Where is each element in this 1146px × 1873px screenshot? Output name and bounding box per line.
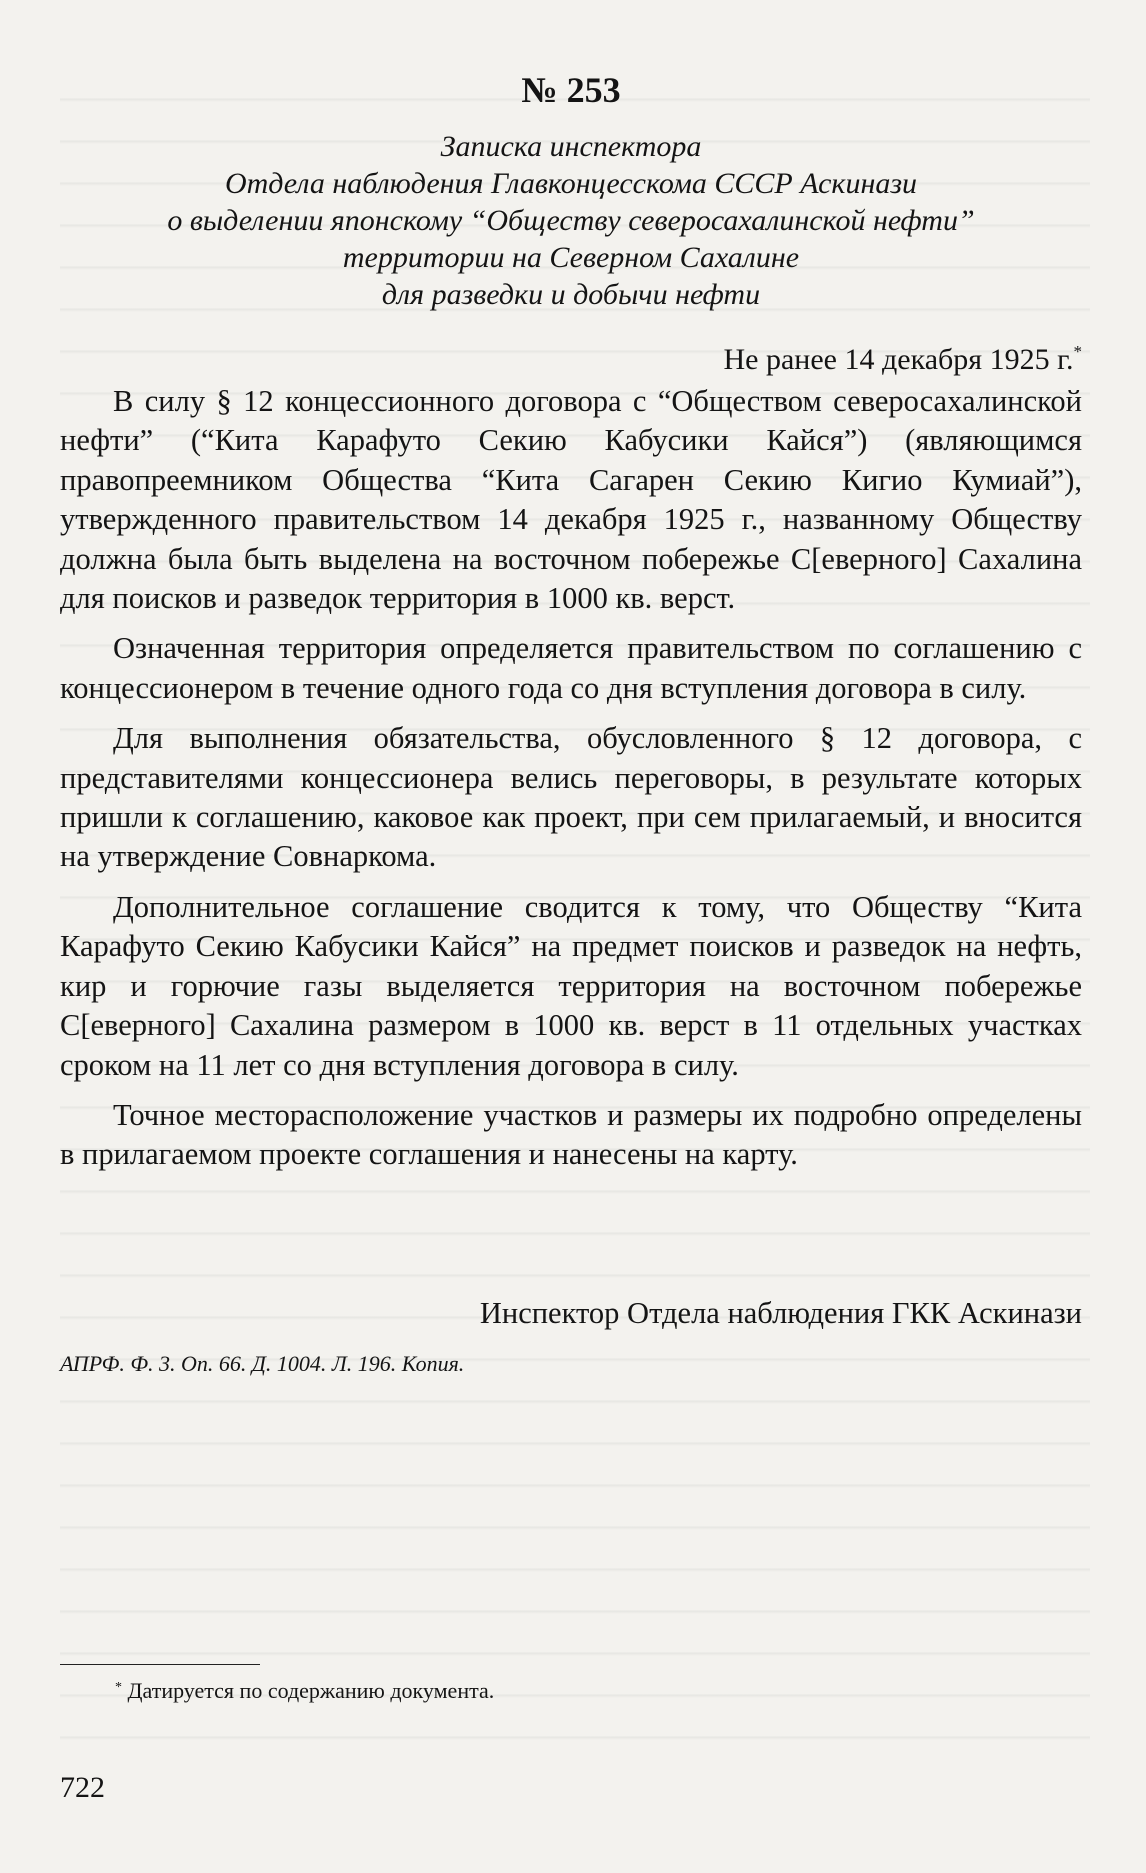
body-paragraph: В силу § 12 концессионного договора с “Обществом северосахалинской нефти” (“Кита Карафуто Секию Кабусики Кайся”) (являющимся правопреемником Общества “Кита Сагарен Секию Кигио Кумиай”), утвержденного правительством 14 декабря 1925 г., названному Обществу должна была быть выделена на восточном побережье С[еверного] Сахалина для поисков и разведок территория в 1000 кв. верст. bbox=[60, 384, 1082, 616]
body-paragraph: Точное месторасположение участков и размеры их подробно определены в прилагаемом проекте соглашения и нанесены на карту. bbox=[60, 1097, 1082, 1172]
document-title bbox=[60, 128, 1082, 313]
page-number: 722 bbox=[60, 1771, 105, 1804]
archive-source: АПРФ. Ф. 3. Оп. 66. Д. 1004. Л. 196. Копия. bbox=[60, 1351, 465, 1376]
document-number: № 253 bbox=[521, 70, 621, 110]
footnote-mark: * bbox=[115, 1680, 122, 1695]
signature: Инспектор Отдела наблюдения ГКК Аскинази bbox=[479, 1296, 1082, 1330]
body-paragraph: Означенная территория определяется правительством по соглашению с концессионером в течение одного года со дня вступления договора в силу. bbox=[60, 631, 1082, 705]
title-line: для разведки и добычи нефти bbox=[381, 278, 761, 311]
document-date-line bbox=[724, 333, 1082, 379]
title-line: Записка инспектора bbox=[440, 130, 702, 163]
title-line: о выделении японскому “Обществу северосахалинской нефти” bbox=[167, 204, 975, 237]
title-line: территории на Северном Сахалине bbox=[342, 241, 800, 274]
date-footnote-mark: * bbox=[1073, 342, 1082, 361]
title-line: Отдела наблюдения Главконцесскома СССР Аскинази bbox=[224, 167, 918, 200]
body-paragraph: Дополнительное соглашение сводится к тому, что Обществу “Кита Карафуто Секию Кабусики Кайся” на предмет поисков и разведок на нефть, кир и горючие газы выделяется территория на восточном побережье С[еверного] Сахалина размером в 1000 кв. верст в 11 отдельных участках сроком на 11 лет со дня вступления договора в силу. bbox=[60, 889, 1082, 1082]
footnote bbox=[115, 1674, 494, 1705]
document-body bbox=[60, 382, 1082, 1186]
footnote-divider bbox=[60, 1664, 260, 1665]
document-date: Не ранее 14 декабря 1925 г. bbox=[723, 343, 1074, 376]
body-paragraph: Для выполнения обязательства, обусловленного § 12 договора, с представителями концессионера велись переговоры, в результате которых пришли к соглашению, каковое как проект, при сем прилагаемый, и вносится на утверждение Совнаркома. bbox=[60, 721, 1082, 874]
footnote-text: Датируется по содержанию документа. bbox=[127, 1678, 495, 1703]
